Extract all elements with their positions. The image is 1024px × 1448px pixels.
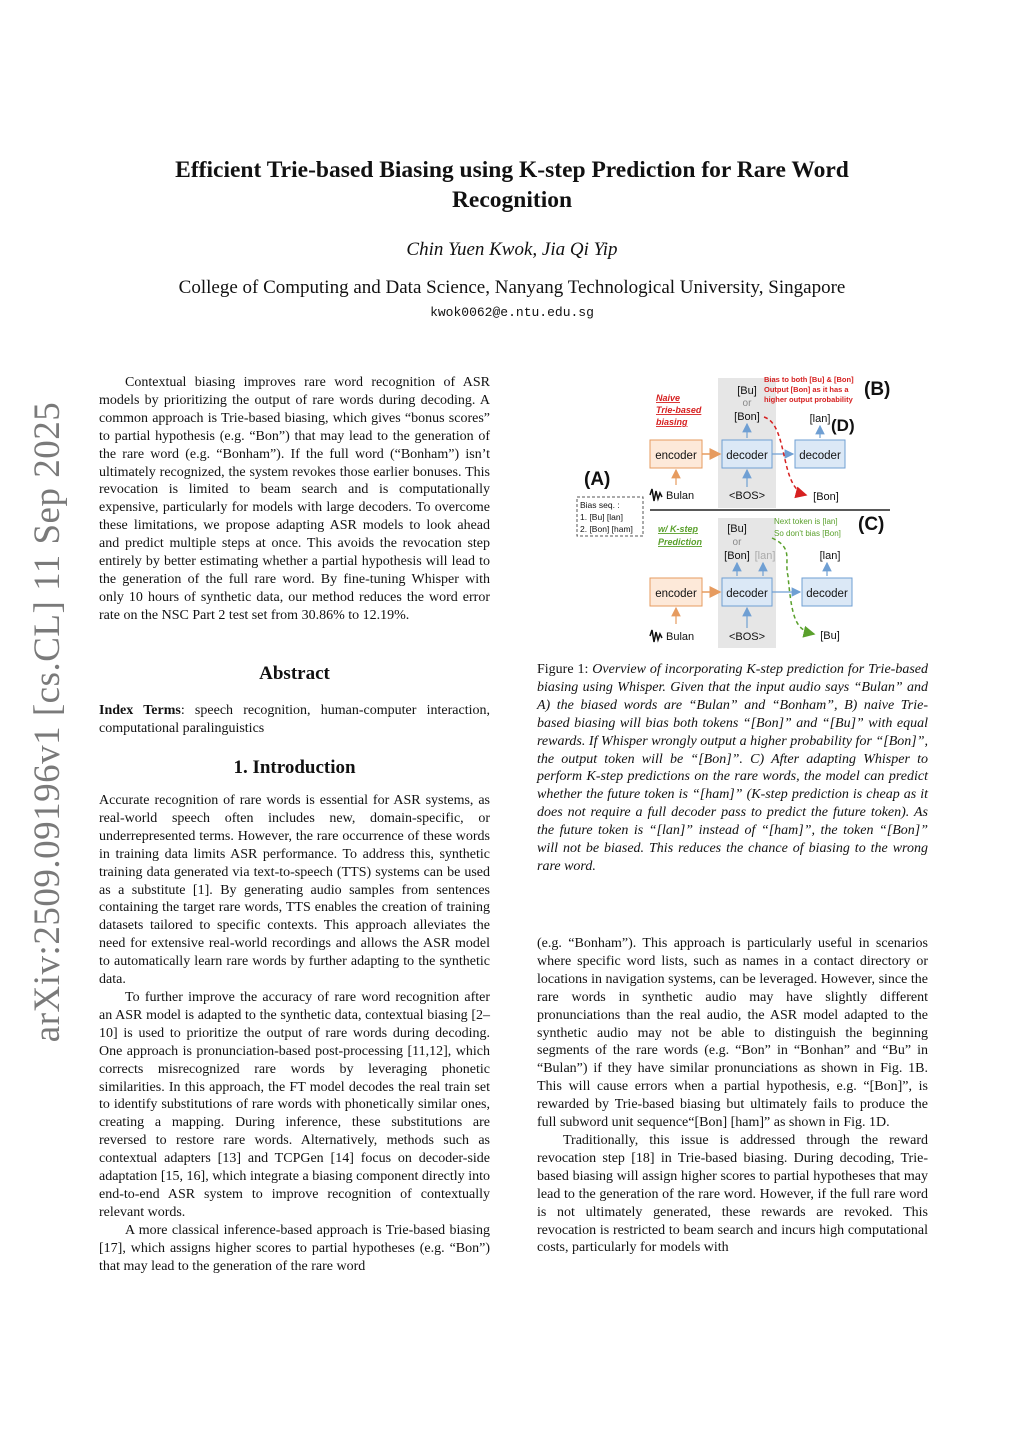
green-note-2: So don't bias [Bon] <box>774 529 841 538</box>
token-bu-output-bottom: [Bu] <box>820 630 840 642</box>
label-d: (D) <box>831 416 855 435</box>
audio-word-bottom: Bulan <box>666 631 695 643</box>
red-note-3: higher output probability <box>764 395 853 404</box>
index-terms-label: Index Terms <box>99 703 181 718</box>
label-b: (B) <box>864 379 891 400</box>
naive-label-2: Trie-based <box>656 405 702 415</box>
abstract-text: Contextual biasing improves rare word recognition of ASR models by prioritizing the output of rare words during decoding. A common approach is Trie-based biasing, which gives “bonus scores” to partial hypothesis (e.g. “Bon”) that may lead to the generation of the rare word (e.g. “Bonham”). If the full word (“Bonham”) isn’t ultimately recognized, the system revokes those earlier bonuses. This revocation is limited to beam search and is computationally expensive, particularly for models with large decoders. To overcome these limitations, we propose adapting ASR models to look ahead and predict multiple steps at once. This avoids the revocation step entirely by better estimating whether a partial hypothesis will lead to the generation of the full rare word. By fine-tuning Whisper with only 10 hours of synthetic data, our method reduces the word error rate on the NSC Part 2 test set from 30.86% to 12.19%. <box>99 375 490 623</box>
introduction-heading: 1. Introduction <box>233 757 356 778</box>
author-email[interactable]: kwok0062@e.ntu.edu.sg <box>430 305 594 320</box>
bos-token-top: <BOS> <box>728 490 766 502</box>
token-bon-top: [Bon] <box>734 411 760 423</box>
token-bon-bottom: [Bon] <box>724 550 750 562</box>
naive-label-1: Naive <box>656 393 681 403</box>
naive-label-3: biasing <box>656 417 688 427</box>
encoder-label-bottom: encoder <box>655 588 697 600</box>
label-a: (A) <box>584 469 611 490</box>
affiliation: College of Computing and Data Science, Nanyang Technological University, Singapore <box>178 277 846 298</box>
introduction-body <box>99 792 490 1275</box>
intro-paragraph-3: A more classical inference-based approach is Trie-based biasing [17], which assigns higher scores to partial hypotheses (e.g. “Bon”) that may lead to the generation of the rare word <box>99 1222 490 1274</box>
abstract-body <box>99 374 490 625</box>
authors: Chin Yuen Kwok, Jia Qi Yip <box>406 239 618 260</box>
or-text-bottom: or <box>732 537 742 548</box>
paper-title: Efficient Trie-based Biasing using K-step Prediction for Rare Word Recognition <box>175 157 849 213</box>
decoder-label-bottom-2: decoder <box>806 588 848 600</box>
audio-word-top: Bulan <box>666 490 695 502</box>
right-paragraph-2: Traditionally, this issue is addressed through the reward revocation step [18] in Trie-based biasing. During decoding, Trie-based biasing will assign higher scores to partial hypotheses that may lead to the generation of the rare word. However, if the full rare word is not ultimately generated, these rewards are revoked. This revocation is restricted to beam search and incurs high computational costs, particularly for models with <box>537 1132 928 1256</box>
token-lan-faded: [lan] <box>754 550 776 562</box>
waveform-icon-top <box>650 489 662 501</box>
waveform-icon-bottom <box>650 630 662 642</box>
index-terms <box>99 702 490 738</box>
decoder-label-top-2: decoder <box>799 450 841 462</box>
figure-1-caption <box>537 661 928 876</box>
label-c: (C) <box>858 514 885 535</box>
intro-paragraph-2: To further improve the accuracy of rare word recognition after an ASR model is adapted to the synthetic data, contextual biasing [2–10] is used to prioritize the output of rare words during decoding. One approach is pronunciation-based post-processing [11,12], which corrects misrecognized rare words by leveraging phonetic similarities. In this approach, the FT model decodes the real train set to identify substitutions of rare words with phonetically similar ones, creating a mapping. During inference, these substitutions are reversed to restore rare words. Alternatively, methods such as contextual adapters [13] and TCPGen [14] focus on decoder-side adaptation [15, 16], which integrate a biasing component directly into end-to-end ASR system to improve recognition of contextually relevant words. <box>99 989 490 1220</box>
green-note-1: Next token is [lan] <box>774 517 838 526</box>
arxiv-identifier: arXiv:2509.09196v1 [cs.CL] 11 Sep 2025 <box>27 401 68 1043</box>
right-column-body <box>537 935 928 1257</box>
bias-seq-title: Bias seq. : <box>580 500 620 510</box>
token-bu-bottom: [Bu] <box>727 523 747 535</box>
caption-text: Overview of incorporating K-step prediction for Trie-based biasing using Whisper. Given that the input audio says “Bulan” and A) the biased words are “Bulan” and “Bonham”, B) naive Trie-based biasing will bias both tokens “[Bon]” and “[Bu]” with equal rewards. If Whisper wrongly output a higher probability for “[Bon]”, the output token will be “[Bon]”. C) After adapting Whisper to perform K-step predictions on the rare words, the model can predict whether the future token is “[ham]” (K-step prediction is cheap as it does not require a full decoder pass to predict the future token). As the future token is “[lan]” instead of “[ham]”, the token “[Bon]” will not be biased. This reduces the chance of biasing to the wrong rare word. <box>537 662 928 874</box>
red-note-2: Output [Bon] as it has a <box>764 385 849 394</box>
or-text-top: or <box>742 398 752 409</box>
token-lan-bottom: [lan] <box>819 550 841 562</box>
kstep-label-1: w/ K-step <box>658 524 699 534</box>
token-bon-output-top: [Bon] <box>813 491 839 503</box>
intro-paragraph-1: Accurate recognition of rare words is essential for ASR systems, as real-world speech often includes new, domain-specific, or underrepresented terms. However, the rare occurrence of these words in training data limits ASR performance. To address this, synthetic training data generated via text-to-speech (TTS) systems can be used as a substitute [1]. By generating audio samples from sentences containing the target rare words, TTS enables the creation of training datasets tailored to specific contexts. This approach alleviates the need for extensive real-world recordings and allows the ASR model to automatically learn rare words by further adapting to the synthetic data. <box>99 793 490 988</box>
decoder-label-bottom-1: decoder <box>726 588 768 600</box>
bos-token-bottom: <BOS> <box>728 631 766 643</box>
token-bu-top: [Bu] <box>737 385 757 397</box>
bias-seq-2: 2. [Bon] [ham] <box>580 524 633 534</box>
index-terms-text: : speech recognition, human-computer interaction, computational paralinguistics <box>99 703 490 736</box>
figure-1-diagram <box>574 370 894 650</box>
decoder-label-top-1: decoder <box>726 450 768 462</box>
encoder-label-top: encoder <box>655 450 697 462</box>
bias-seq-1: 1. [Bu] [lan] <box>580 512 623 522</box>
red-note-1: Bias to both [Bu] & [Bon] <box>764 375 854 384</box>
caption-label: Figure 1: <box>537 662 593 677</box>
abstract-heading: Abstract <box>259 663 330 684</box>
token-lan-top: [lan] <box>809 413 831 425</box>
right-paragraph-1: (e.g. “Bonham”). This approach is particularly useful in scenarios where specific word lists, such as names in a contact directory or locations in navigation systems, can be leveraged. However, since the rare words in synthetic audio may have slightly different pronunciations than the real audio, the ASR model adapted to the synthetic audio may not be able to distinguish the beginning segments of the rare words (e.g. “Bon” in “Bonhan” and “Bu” in “Bulan”) if they have similar pronunciations as shown in Fig. 1B. This will cause errors when a partial hypothesis, e.g. “[Bon]”, is rewarded by Trie-based biasing but ultimately fails to produce the full subword unit sequence“[Bon] [ham]” as shown in Fig. 1D. <box>537 936 928 1131</box>
kstep-label-2: Prediction <box>658 537 703 547</box>
